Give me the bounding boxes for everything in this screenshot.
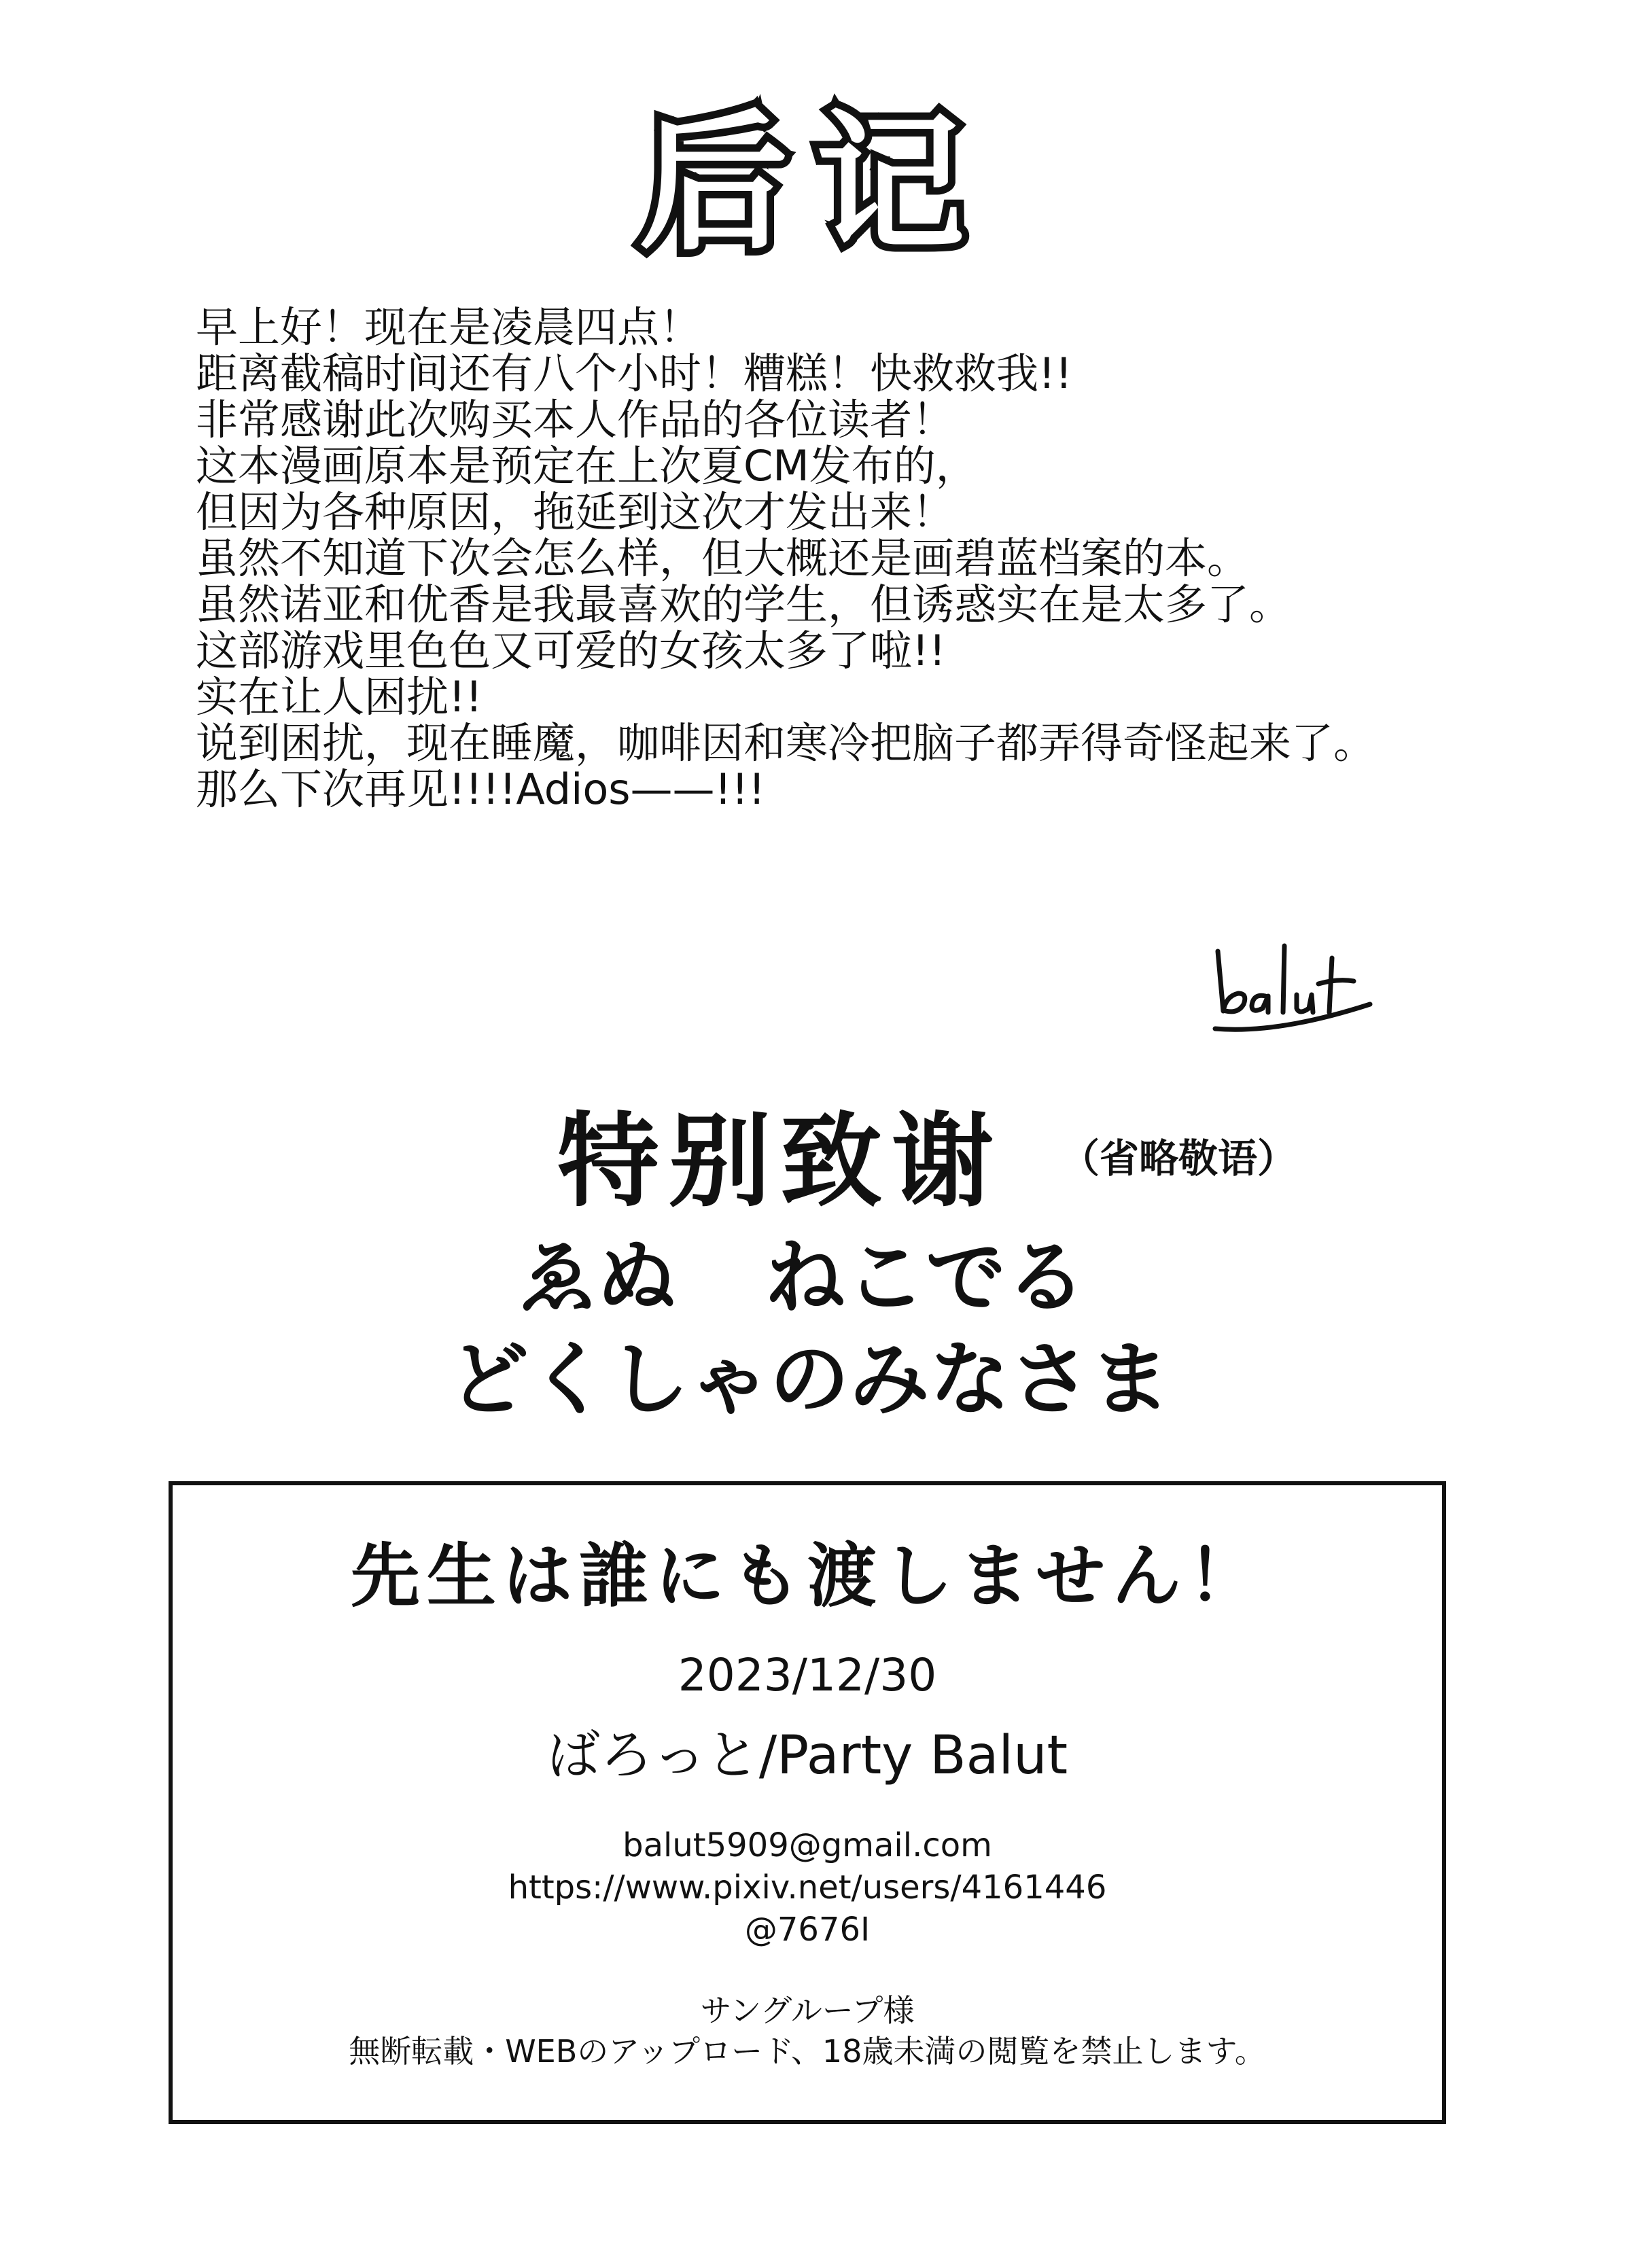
afterword-line: 早上好！现在是凌晨四点！	[196, 302, 702, 352]
afterword-body	[196, 304, 1555, 813]
publication-date: 2023/12/30	[678, 1649, 937, 1701]
afterword-line: 那么下次再见!!!!Adios——!!!	[196, 764, 766, 814]
afterword-line: 虽然诺亚和优香是我最喜欢的学生，但诱惑实在是太多了。	[196, 580, 1292, 629]
author-handle: @7676I	[744, 1911, 871, 1949]
handwritten-signature	[1203, 931, 1380, 1040]
author-name: ばろっと/Party Balut	[546, 1725, 1068, 1786]
author-url: https://www.pixiv.net/users/4161446	[508, 1868, 1107, 1907]
thanks-name: ゑぬ	[516, 1230, 678, 1324]
afterword-line: 距离截稿时间还有八个小时！糟糕！快救救我!!	[196, 349, 1072, 398]
afterword-line: 这部游戏里色色又可爱的女孩太多了啦!!	[196, 626, 946, 675]
afterword-line: 非常感谢此次购买本人作品的各位读者！	[196, 395, 955, 444]
special-thanks-names	[516, 1230, 1086, 1325]
afterword-line: 这本漫画原本是预定在上次夏CM发布的，	[196, 441, 978, 491]
thanks-name: ねこでる	[765, 1230, 1087, 1324]
special-thanks-note: （省略敬语）	[1060, 1135, 1297, 1182]
afterword-line: 实在让人困扰!!	[196, 672, 483, 722]
afterword-line: 说到困扰，现在睡魔，咖啡因和寒冷把脑子都弄得奇怪起来了。	[196, 718, 1376, 768]
special-thanks-readers: どくしゃのみなさま	[449, 1332, 1171, 1426]
special-thanks-title: 特别致谢	[557, 1103, 1004, 1221]
book-title: 先生は誰にも渡しません！	[351, 1536, 1264, 1617]
copyright-notice: 無断転載・WEBのアップロード、18歳未満の閲覧を禁止します。	[349, 2033, 1266, 2070]
afterword-title: 后记	[638, 96, 992, 270]
colophon-box	[169, 1481, 1446, 2124]
printer-name: サングループ様	[700, 1992, 915, 2029]
author-email: balut5909@gmail.com	[622, 1826, 992, 1864]
afterword-line: 虽然不知道下次会怎么样，但大概还是画碧蓝档案的本。	[196, 533, 1250, 583]
afterword-line: 但因为各种原因，拖延到这次才发出来！	[196, 487, 955, 537]
